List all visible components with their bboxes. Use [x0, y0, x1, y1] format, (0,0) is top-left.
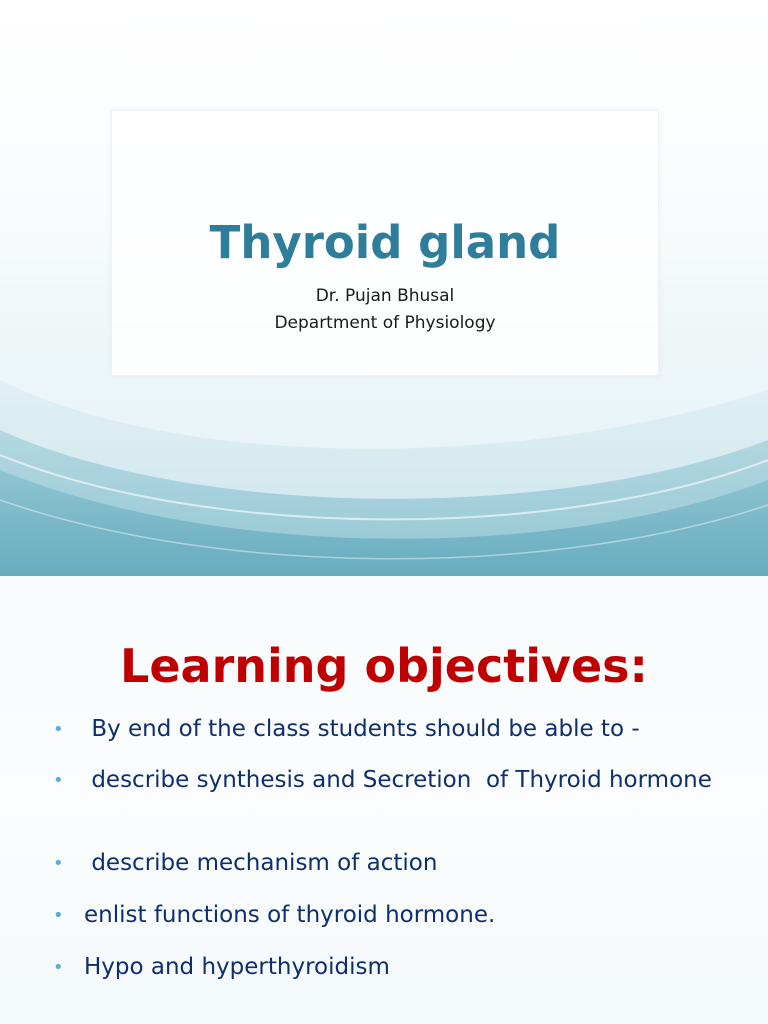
title-box: [111, 110, 659, 376]
slide-title: Thyroid gland: [209, 216, 561, 269]
author-name: Dr. Pujan Bhusal: [315, 286, 455, 306]
bullet-icon: •: [53, 905, 64, 926]
list-item-text: Hypo and hyperthyroidism: [84, 954, 390, 980]
bullet-icon: •: [53, 770, 64, 791]
slide-subtitle: [112, 283, 658, 337]
list-item-text: By end of the class students should be able to -: [84, 716, 640, 742]
objectives-slide: [0, 576, 768, 1024]
list-item-text: describe mechanism of action: [84, 850, 438, 876]
objectives-heading: Learning objectives:: [120, 639, 648, 693]
list-item-text: describe synthesis and Secretion of Thyroid hormone: [84, 767, 712, 793]
list-item-text: enlist functions of thyroid hormone.: [84, 902, 496, 928]
bullet-icon: •: [53, 853, 64, 874]
bullet-icon: •: [53, 719, 64, 740]
bullet-icon: •: [53, 957, 64, 978]
department-name: Department of Physiology: [274, 313, 496, 333]
